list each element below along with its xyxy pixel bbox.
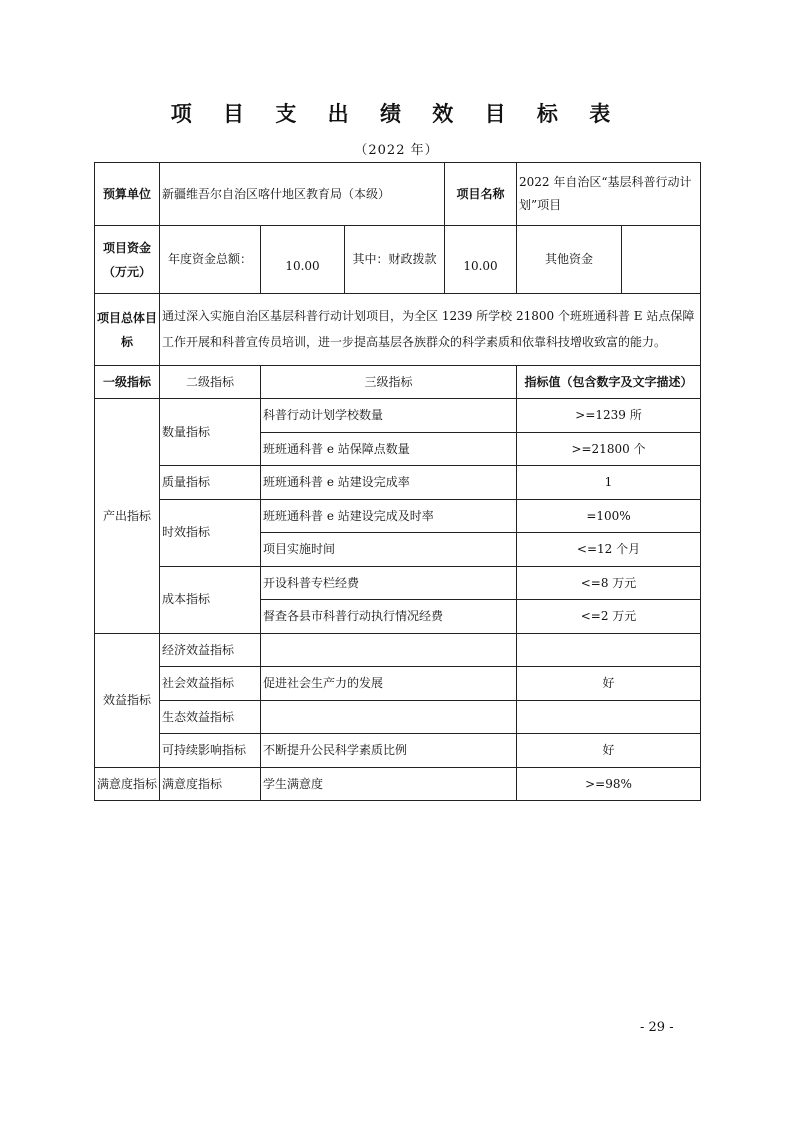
annual-total-label: 年度资金总额：	[160, 226, 261, 294]
fiscal-value: 10.00	[445, 226, 517, 294]
header-row	[95, 366, 701, 399]
project-name-label: 项目名称	[445, 163, 517, 226]
level1-indicator: 产出指标	[95, 399, 160, 634]
level3-indicator: 班班通科普 e 站保障点数量	[261, 432, 517, 466]
annual-total-value: 10.00	[261, 226, 345, 294]
level3-indicator: 促进社会生产力的发展	[261, 667, 517, 701]
budget-unit-label: 预算单位	[95, 163, 160, 226]
indicator-value	[517, 633, 701, 667]
table-row	[95, 466, 701, 500]
level2-indicator: 成本指标	[160, 566, 261, 633]
other-funds-label: 其他资金	[517, 226, 622, 294]
table-row	[95, 499, 701, 533]
level2-indicator: 经济效益指标	[160, 633, 261, 667]
header-level3: 三级指标	[261, 366, 517, 399]
page-number: - 29 -	[640, 1020, 674, 1035]
table-row	[95, 767, 701, 801]
level1-indicator: 满意度指标	[95, 767, 160, 801]
header-level1: 一级指标	[95, 366, 160, 399]
level2-indicator: 数量指标	[160, 399, 261, 466]
level3-indicator: 班班通科普 e 站建设完成率	[261, 466, 517, 500]
header-value: 指标值（包含数字及文字描述）	[517, 366, 701, 399]
funds-label: 项目资金（万元）	[95, 226, 160, 294]
indicator-value	[517, 700, 701, 734]
overall-goal-label: 项目总体目标	[95, 294, 160, 366]
level3-indicator: 科普行动计划学校数量	[261, 399, 517, 433]
level2-indicator: 生态效益指标	[160, 700, 261, 734]
level3-indicator: 开设科普专栏经费	[261, 566, 517, 600]
indicator-value: <=12 个月	[517, 533, 701, 567]
level2-indicator: 可持续影响指标	[160, 734, 261, 768]
overall-goal-row	[95, 294, 701, 366]
indicator-value: >=1239 所	[517, 399, 701, 433]
overall-goal-text: 通过深入实施自治区基层科普行动计划项目，为全区 1239 所学校 21800 个班班通科普 E 站点保障工作开展和科普宣传员培训，进一步提高基层各族群众的科学素质和依靠科技增收致富的能力。	[160, 294, 701, 366]
table-row	[95, 633, 701, 667]
indicator-value: <=8 万元	[517, 566, 701, 600]
indicator-value: <=2 万元	[517, 600, 701, 634]
level3-indicator: 不断提升公民科学素质比例	[261, 734, 517, 768]
budget-unit-row	[95, 163, 701, 226]
indicator-value: =100%	[517, 499, 701, 533]
funds-row	[95, 226, 701, 294]
level3-indicator: 项目实施时间	[261, 533, 517, 567]
level3-indicator: 督查各县市科普行动执行情况经费	[261, 600, 517, 634]
level3-indicator	[261, 633, 517, 667]
table-row	[95, 734, 701, 768]
indicator-value: 好	[517, 667, 701, 701]
level1-indicator: 效益指标	[95, 633, 160, 767]
performance-table	[94, 162, 701, 801]
table-row	[95, 700, 701, 734]
indicator-value: 1	[517, 466, 701, 500]
other-funds-value	[622, 226, 701, 294]
indicator-value: 好	[517, 734, 701, 768]
level2-indicator: 社会效益指标	[160, 667, 261, 701]
indicator-value: >=98%	[517, 767, 701, 801]
table-row	[95, 667, 701, 701]
budget-unit-value: 新疆维吾尔自治区喀什地区教育局（本级）	[160, 163, 445, 226]
level3-indicator: 学生满意度	[261, 767, 517, 801]
year-label: （2022 年）	[354, 143, 439, 158]
table-row	[95, 399, 701, 433]
level2-indicator: 满意度指标	[160, 767, 261, 801]
header-level2: 二级指标	[160, 366, 261, 399]
level3-indicator	[261, 700, 517, 734]
indicator-value: >=21800 个	[517, 432, 701, 466]
fiscal-label: 其中：财政拨款	[345, 226, 445, 294]
level2-indicator: 质量指标	[160, 466, 261, 500]
project-name-value: 2022 年自治区“基层科普行动计划”项目	[517, 163, 701, 226]
level3-indicator: 班班通科普 e 站建设完成及时率	[261, 499, 517, 533]
table-row	[95, 566, 701, 600]
page-title: 项 目 支 出 绩 效 目 标 表	[170, 102, 623, 126]
level2-indicator: 时效指标	[160, 499, 261, 566]
